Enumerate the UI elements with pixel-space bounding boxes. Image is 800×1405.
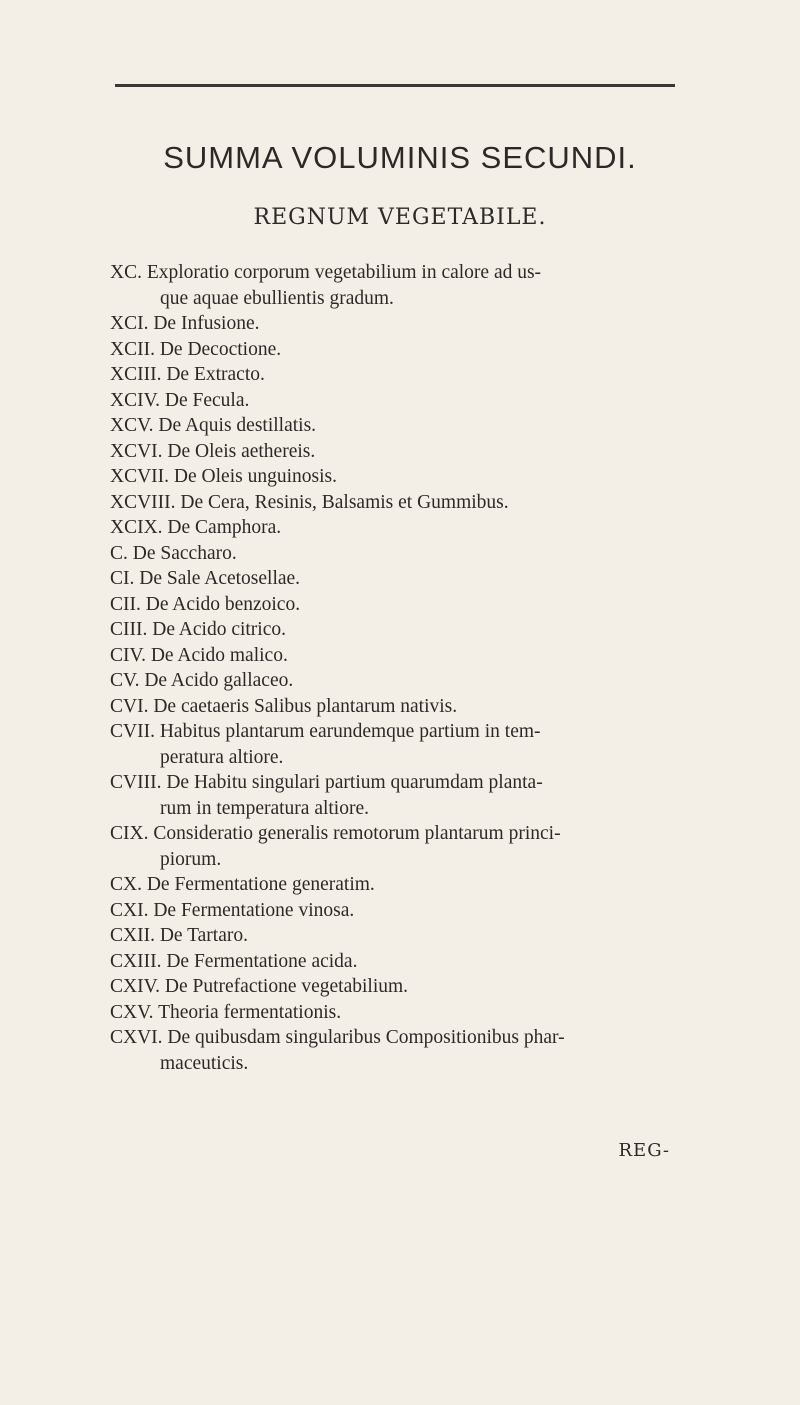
contents-entry <box>110 1000 680 1026</box>
entry-number: CV. <box>110 670 140 691</box>
entry-text: De Acido malico. <box>150 644 288 666</box>
entry-number: CIV. <box>110 644 146 666</box>
contents-entry <box>110 490 680 516</box>
entry-text: De Camphora. <box>167 517 282 538</box>
entry-number: CVIII. <box>110 772 162 793</box>
entry-number: XCII. <box>110 338 155 360</box>
entry-number: XCV. <box>110 415 154 436</box>
entry-number: XCVI. <box>110 440 163 462</box>
entry-number: CI. <box>110 568 135 589</box>
contents-entry <box>110 617 680 643</box>
entry-number: CIII. <box>110 619 148 640</box>
contents-entry <box>110 668 680 694</box>
entry-number: CXV. <box>110 1001 154 1023</box>
entry-continuation: peratura altiore. <box>160 746 284 768</box>
entry-number: CXIII. <box>110 950 162 972</box>
section-heading: REGNUM VEGETABILE. <box>253 205 547 230</box>
entry-number: CXI. <box>110 899 149 921</box>
contents-entry <box>110 872 680 898</box>
entry-text: De quibusdam singularibus Compositionibus phar- <box>167 1027 565 1048</box>
contents-entry <box>110 515 680 541</box>
page-title: SUMMA VOLUMINIS SECUNDI. <box>163 140 637 175</box>
contents-entry <box>110 566 680 592</box>
entry-text: De Cera, Resinis, Balsamis et Gummibus. <box>180 491 509 513</box>
contents-entry <box>110 439 680 465</box>
entry-number: CII. <box>110 593 141 615</box>
entry-text: De Fecula. <box>164 389 250 411</box>
entry-continuation: rum in temperatura altiore. <box>160 797 369 819</box>
entry-number: CX. <box>110 874 142 895</box>
contents-list <box>110 260 680 1076</box>
entry-number: CXVI. <box>110 1027 163 1048</box>
entry-text: De Infusione. <box>153 313 260 334</box>
contents-entry <box>110 949 680 975</box>
entry-text: Exploratio corporum vegetabilium in calore ad us- <box>146 262 542 283</box>
contents-entry <box>110 719 680 770</box>
entry-continuation: que aquae ebullientis gradum. <box>160 287 394 309</box>
entry-number: XCIII. <box>110 364 162 385</box>
entry-text: De Acido citrico. <box>152 619 286 640</box>
entry-text: Consideratio generalis remotorum plantarum princi- <box>153 823 561 844</box>
entry-text: De Acido benzoico. <box>145 593 301 615</box>
entry-text: De caetaeris Salibus plantarum nativis. <box>153 695 458 717</box>
entry-number: XCI. <box>110 313 149 334</box>
header-rule <box>115 84 675 87</box>
entry-text: De Extracto. <box>166 364 265 385</box>
entry-number: XCVIII. <box>110 491 176 513</box>
entry-text: Habitus plantarum earundemque partium in tem- <box>159 721 541 742</box>
contents-entry <box>110 694 680 720</box>
entry-text: De Sale Acetosellae. <box>139 568 301 589</box>
contents-entry <box>110 362 680 388</box>
contents-entry <box>110 260 680 311</box>
entry-number: XCIV. <box>110 389 161 411</box>
entry-text: De Aquis destillatis. <box>158 415 317 436</box>
contents-entry <box>110 821 680 872</box>
entry-number: CXIV. <box>110 976 161 997</box>
contents-entry <box>110 592 680 618</box>
entry-text: Theoria fermentationis. <box>158 1001 342 1023</box>
entry-continuation: maceuticis. <box>160 1052 249 1074</box>
entry-text: De Tartaro. <box>159 925 248 946</box>
contents-entry <box>110 311 680 337</box>
entry-text: De Fermentatione generatim. <box>146 874 375 895</box>
entry-text: De Decoctione. <box>159 338 282 360</box>
contents-entry <box>110 643 680 669</box>
contents-entry <box>110 1025 680 1076</box>
entry-text: De Oleis unguinosis. <box>173 466 337 487</box>
contents-entry <box>110 974 680 1000</box>
entry-text: De Fermentatione acida. <box>166 950 358 972</box>
contents-entry <box>110 464 680 490</box>
entry-text: De Acido gallaceo. <box>144 670 294 691</box>
entry-number: CIX. <box>110 823 149 844</box>
entry-continuation: piorum. <box>160 848 222 870</box>
contents-entry <box>110 541 680 567</box>
contents-entry <box>110 337 680 363</box>
entry-number: CVII. <box>110 721 155 742</box>
contents-entry <box>110 923 680 949</box>
contents-entry <box>110 898 680 924</box>
contents-entry <box>110 770 680 821</box>
entry-number: XCVII. <box>110 466 170 487</box>
catchword: REG- <box>618 1140 670 1161</box>
entry-number: C. <box>110 542 128 564</box>
entry-text: De Saccharo. <box>132 542 237 564</box>
entry-number: XCIX. <box>110 517 163 538</box>
entry-text: De Fermentatione vinosa. <box>153 899 355 921</box>
entry-number: CVI. <box>110 695 149 717</box>
entry-number: CXII. <box>110 925 155 946</box>
contents-entry <box>110 413 680 439</box>
contents-entry <box>110 388 680 414</box>
entry-text: De Habitu singulari partium quarumdam planta- <box>166 772 543 793</box>
entry-text: De Putrefactione vegetabilium. <box>164 976 409 997</box>
entry-text: De Oleis aethereis. <box>167 440 316 462</box>
entry-number: XC. <box>110 262 142 283</box>
